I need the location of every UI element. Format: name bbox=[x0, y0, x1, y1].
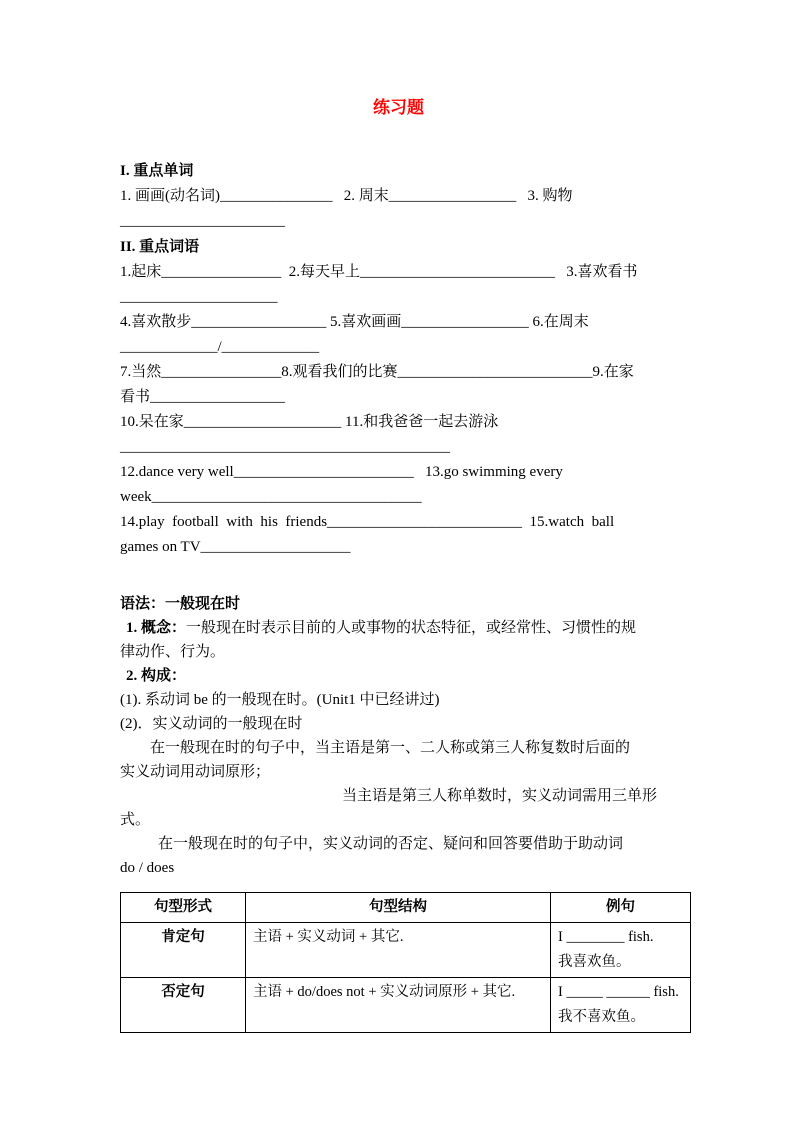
table-cell-type: 肯定句 bbox=[121, 923, 246, 978]
worksheet-line: ______________________ bbox=[120, 213, 285, 229]
grammar-section bbox=[120, 592, 677, 880]
table-cell-structure: 主语 + 实义动词 + 其它. bbox=[246, 923, 551, 978]
worksheet-line: 10.呆在家_____________________ 11.和我爸爸一起去游泳 bbox=[120, 414, 499, 430]
grammar-concept-label: 1. 概念： bbox=[126, 620, 187, 636]
table-header-pattern-form: 句型形式 bbox=[121, 893, 246, 923]
grammar-structure-label: 2. 构成： bbox=[126, 668, 187, 684]
example-line: 我不喜欢鱼。 bbox=[558, 1009, 645, 1025]
grammar-paragraph-line: do / does bbox=[120, 860, 175, 876]
table-cell-structure: 主语 + do/does not + 实义动词原形 + 其它. bbox=[246, 978, 551, 1033]
grammar-concept-text: 一般现在时表示目前的人或事物的状态特征，或经常性、习惯性的规 bbox=[186, 620, 637, 636]
grammar-paragraph-line: 在一般现在时的句子中，实义动词的否定、疑问和回答要借助于助动词 bbox=[158, 836, 624, 852]
table-cell-example bbox=[551, 923, 691, 978]
example-line: I ________ fish. bbox=[558, 929, 654, 945]
worksheet-line: 7.当然________________8.观看我们的比赛__________________________9.在家 bbox=[120, 364, 634, 380]
worksheet-line: ____________________________________________ bbox=[120, 439, 450, 455]
worksheet-line: 14.play football with his friends__________________________ 15.watch ball bbox=[120, 514, 615, 530]
grammar-heading: 语法：一般现在时 bbox=[120, 596, 241, 612]
worksheet-line: _____________/_____________ bbox=[120, 339, 320, 355]
grammar-item: (1). 系动词 be 的一般现在时。(Unit1 中已经讲过) bbox=[120, 692, 440, 708]
worksheet-line: 1. 画画(动名词)_______________ 2. 周末_________________ 3. 购物 bbox=[120, 188, 573, 204]
worksheet-line: 看书__________________ bbox=[120, 389, 286, 405]
grammar-paragraph-line: 式。 bbox=[120, 812, 151, 828]
grammar-paragraph-line: 当主语是第三人称单数时，实义动词需用三单形 bbox=[342, 788, 658, 804]
section-phrases-heading: II. 重点词语 bbox=[120, 239, 200, 255]
sentence-pattern-table bbox=[120, 892, 691, 1033]
grammar-concept-line bbox=[120, 616, 677, 640]
table-header-pattern-structure: 句型结构 bbox=[246, 893, 551, 923]
grammar-paragraph-line: 在一般现在时的句子中，当主语是第一、二人称或第三人称复数时后面的 bbox=[150, 740, 631, 756]
section-words-heading: I. 重点单词 bbox=[120, 163, 194, 179]
table-row bbox=[121, 923, 691, 978]
grammar-concept-line: 律动作、行为。 bbox=[120, 644, 226, 660]
grammar-paragraph-line: 实义动词用动词原形； bbox=[120, 764, 271, 780]
worksheet-line: games on TV____________________ bbox=[120, 539, 351, 555]
table-header-example: 例句 bbox=[551, 893, 691, 923]
worksheet-line: _____________________ bbox=[120, 289, 278, 305]
worksheet-line: week____________________________________ bbox=[120, 489, 422, 505]
worksheet-line: 4.喜欢散步__________________ 5.喜欢画画_________________ 6.在周末 bbox=[120, 314, 589, 330]
table-header-row bbox=[121, 893, 691, 923]
example-line: 我喜欢鱼。 bbox=[558, 954, 631, 970]
example-line: I _____ ______ fish. bbox=[558, 984, 679, 1000]
page-title: 练习题 bbox=[373, 98, 424, 117]
worksheet-line: 12.dance very well________________________ 13.go swimming every bbox=[120, 464, 563, 480]
worksheet-line: 1.起床________________ 2.每天早上__________________________ 3.喜欢看书 bbox=[120, 264, 638, 280]
grammar-item: (2)．实义动词的一般现在时 bbox=[120, 716, 303, 732]
table-row bbox=[121, 978, 691, 1033]
table-cell-type: 否定句 bbox=[121, 978, 246, 1033]
table-cell-example bbox=[551, 978, 691, 1033]
